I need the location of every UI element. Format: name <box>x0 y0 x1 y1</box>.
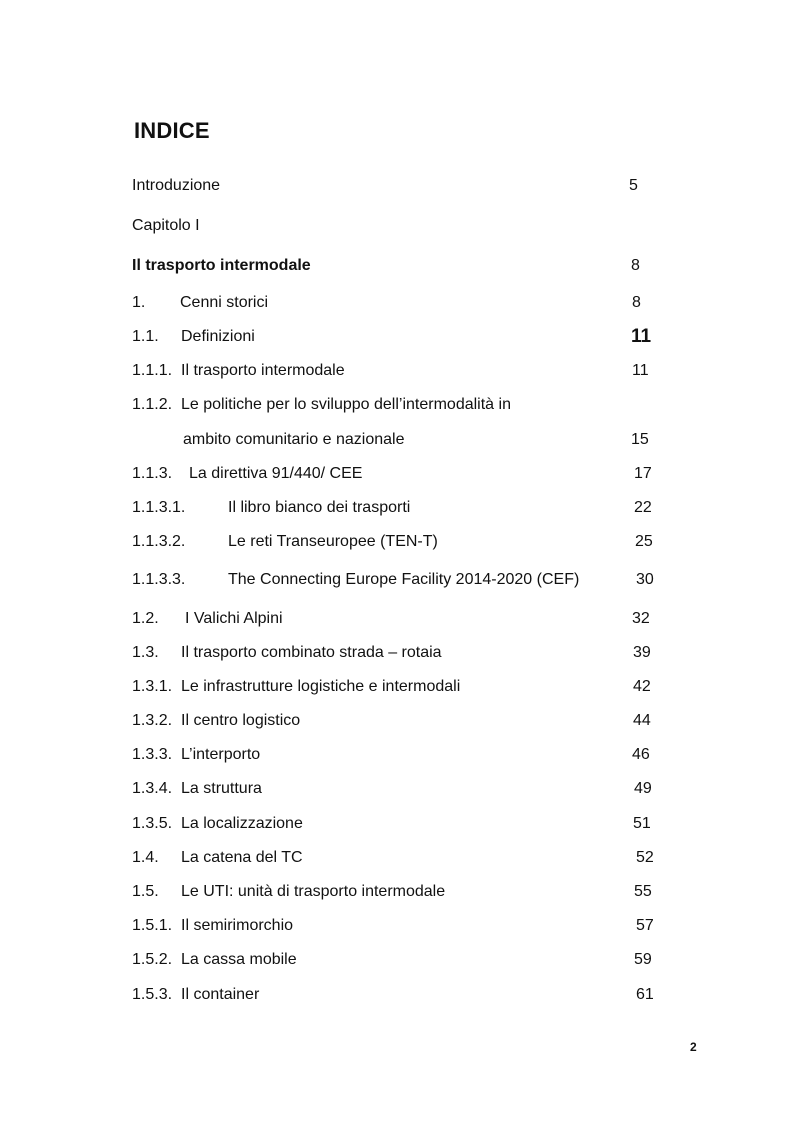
toc-entry-title: Il container <box>181 986 260 1003</box>
toc-entry-number: 1.1.1. <box>132 362 173 379</box>
toc-entry-number: 1.3.1. <box>132 678 173 695</box>
toc-entry-title: Il trasporto combinato strada – rotaia <box>181 644 442 661</box>
toc-chapter-heading <box>0 214 794 238</box>
toc-entry-1-1-3-1[interactable] <box>0 496 794 520</box>
toc-entry-title: Definizioni <box>181 328 255 345</box>
toc-entry-page: 55 <box>634 883 652 900</box>
toc-entry-1-5-1[interactable] <box>0 914 794 938</box>
toc-entry-number: 1.3.5. <box>132 815 173 832</box>
toc-entry-title: Cenni storici <box>180 294 269 311</box>
toc-entry-page: 11 <box>632 362 649 379</box>
toc-entry-1-1-3[interactable] <box>0 462 794 486</box>
toc-entry-number: 1.3.3. <box>132 746 173 763</box>
toc-entry-page: 39 <box>633 644 651 661</box>
toc-entry-page: 32 <box>632 610 650 627</box>
toc-entry-title: L’interporto <box>181 746 261 763</box>
toc-entry-page: 44 <box>633 712 651 729</box>
toc-entry-1-2[interactable] <box>0 607 794 631</box>
toc-entry-page: 51 <box>633 815 651 832</box>
toc-entry-title: The Connecting Europe Facility 2014-2020 (CEF) <box>228 571 580 588</box>
toc-entry-title: La cassa mobile <box>181 951 297 968</box>
toc-entry-page: 46 <box>632 746 650 763</box>
page-title: INDICE <box>134 118 210 143</box>
toc-entry-page: 22 <box>634 499 652 516</box>
toc-entry-1-3-5[interactable] <box>0 812 794 836</box>
toc-entry-page: 15 <box>631 431 649 448</box>
toc-entry-number: 1.5. <box>132 883 159 900</box>
toc-entry-page: 25 <box>635 533 653 550</box>
toc-entry-number: 1.1.3.1. <box>132 499 186 516</box>
toc-entry-title: I Valichi Alpini <box>185 610 283 627</box>
toc-entry-1-3-3[interactable] <box>0 743 794 767</box>
toc-entry-page: 57 <box>636 917 654 934</box>
toc-entry-number: 1.3. <box>132 644 159 661</box>
toc-entry-title: La localizzazione <box>181 815 303 832</box>
toc-entry-number: 1.1.3. <box>132 465 173 482</box>
toc-entry-1-1-2-continued[interactable] <box>0 428 794 452</box>
toc-entry-number: 1.3.4. <box>132 780 173 797</box>
page-number: 2 <box>690 1040 697 1054</box>
toc-entry-number: 1. <box>132 294 146 311</box>
toc-entry-number: 1.4. <box>132 849 159 866</box>
toc-entry-1-5-3[interactable] <box>0 983 794 1007</box>
toc-entry-number: 1.1. <box>132 328 159 345</box>
toc-entry-title: Il semirimorchio <box>181 917 294 934</box>
toc-entry-page: 61 <box>636 986 654 1003</box>
toc-entry-number: 1.3.2. <box>132 712 173 729</box>
toc-entry-page: 8 <box>632 294 641 311</box>
toc-entry-number: 1.2. <box>132 610 159 627</box>
toc-entry-title: Le reti Transeuropee (TEN-T) <box>228 533 438 550</box>
toc-entry-number: 1.1.3.2. <box>132 533 186 550</box>
toc-entry-page: 11 <box>631 326 652 347</box>
toc-entry-page: 17 <box>634 465 652 482</box>
toc-entry-title: Le UTI: unità di trasporto intermodale <box>181 883 446 900</box>
toc-entry-title: La catena del TC <box>181 849 303 866</box>
toc-entry-title: Il trasporto intermodale <box>132 257 311 274</box>
toc-entry-1-1[interactable] <box>0 325 794 349</box>
toc-entry-page: 52 <box>636 849 654 866</box>
toc-entry-introduzione[interactable] <box>0 174 794 198</box>
toc-entry-1[interactable] <box>0 291 794 315</box>
toc-entry-1-1-2[interactable] <box>0 393 794 417</box>
toc-entry-page: 59 <box>634 951 652 968</box>
toc-entry-1-1-1[interactable] <box>0 359 794 383</box>
toc-entry-1-1-3-3[interactable] <box>0 568 794 592</box>
toc-entry-1-3-4[interactable] <box>0 777 794 801</box>
toc-entry-page: 30 <box>636 571 654 588</box>
toc-entry-title: Introduzione <box>132 177 221 194</box>
toc-entry-number: 1.5.2. <box>132 951 173 968</box>
toc-entry-page: 8 <box>631 257 640 274</box>
toc-entry-1-3-2[interactable] <box>0 709 794 733</box>
toc-entry-title: Il trasporto intermodale <box>181 362 345 379</box>
toc-entry-page: 49 <box>634 780 652 797</box>
toc-entry-title: Le politiche per lo sviluppo dell’intermodalità in <box>181 396 511 413</box>
toc-entry-title: Le infrastrutture logistiche e intermodali <box>181 678 461 695</box>
toc-entry-1-3-1[interactable] <box>0 675 794 699</box>
toc-entry-title-continued: ambito comunitario e nazionale <box>183 431 405 448</box>
toc-entry-number: 1.1.2. <box>132 396 173 413</box>
toc-entry-title: Il centro logistico <box>181 712 301 729</box>
toc-entry-title: La struttura <box>181 780 262 797</box>
toc-entry-chapter-title[interactable] <box>0 254 794 278</box>
toc-entry-page: 5 <box>629 177 638 194</box>
toc-entry-1-3[interactable] <box>0 641 794 665</box>
toc-entry-number: 1.1.3.3. <box>132 571 186 588</box>
toc-entry-page: 42 <box>633 678 651 695</box>
toc-entry-1-5[interactable] <box>0 880 794 904</box>
toc-entry-title: Il libro bianco dei trasporti <box>228 499 411 516</box>
toc-entry-1-5-2[interactable] <box>0 948 794 972</box>
toc-entry-1-1-3-2[interactable] <box>0 530 794 554</box>
toc-chapter-label: Capitolo I <box>132 217 200 234</box>
toc-entry-title: La direttiva 91/440/ CEE <box>189 465 363 482</box>
toc-entry-1-4[interactable] <box>0 846 794 870</box>
toc-entry-number: 1.5.1. <box>132 917 173 934</box>
toc-entry-number: 1.5.3. <box>132 986 173 1003</box>
